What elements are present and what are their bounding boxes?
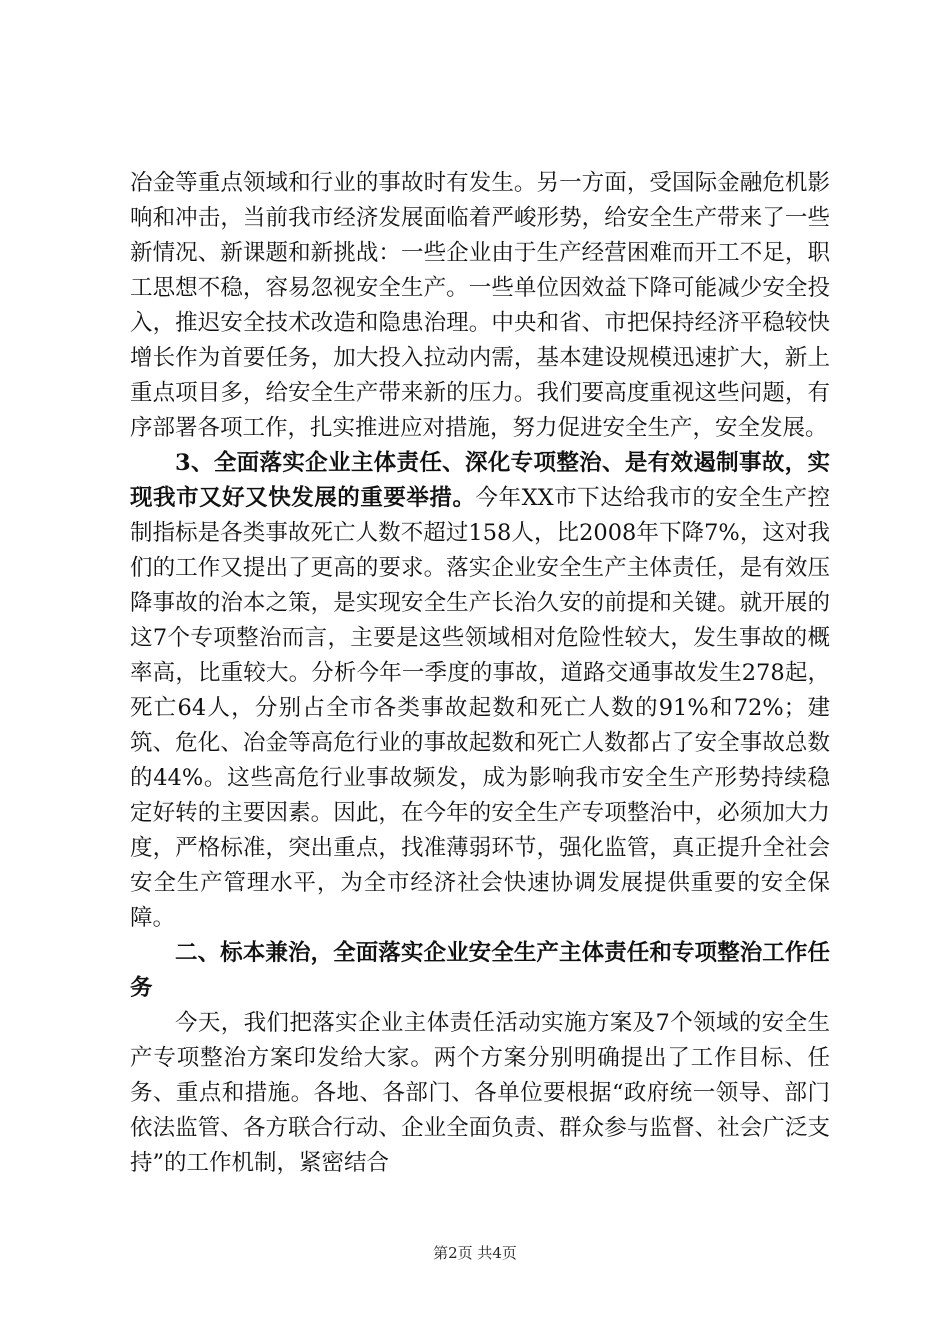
section-heading: 二、标本兼治，全面落实企业安全生产主体责任和专项整治工作任务: [130, 940, 830, 1001]
document-body: [130, 166, 830, 1181]
paragraph-section-two: 今天，我们把落实企业主体责任活动实施方案及7个领域的安全生产专项整治方案印发给大家。两个方案分别明确提出了工作目标、任务、重点和措施。各地、各部门、各单位要根据“政府统一领导、部门依法监管、各方联合行动、企业全面负责、群众参与监督、社会广泛支持”的工作机制，紧密结合: [130, 1010, 830, 1176]
page-number-footer: 第2页 共4页: [433, 1244, 517, 1262]
paragraph-continued: 冶金等重点领域和行业的事故时有发生。另一方面，受国际金融危机影响和冲击，当前我市经济发展面临着严峻形势，给安全生产带来了一些新情况、新课题和新挑战：一些企业由于生产经营困难而开工不足，职工思想不稳，容易忽视安全生产。一些单位因效益下降可能减少安全投入，推迟安全技术改造和隐患治理。中央和省、市把保持经济平稳较快增长作为首要任务，加大投入拉动内需，基本建设规模迅速扩大，新上重点项目多，给安全生产带来新的压力。我们要高度重视这些问题，有序部署各项工作，扎实推进应对措施，努力促进安全生产，安全发展。: [130, 170, 830, 441]
paragraph-body-text: 今年XX市下达给我市的安全生产控制指标是各类事故死亡人数不超过158人，比2008年下降7%，这对我们的工作又提出了更高的要求。落实企业安全生产主体责任，是有效压降事故的治本之策，是实现安全生产长治久安的前提和关键。就开展的这7个专项整治而言，主要是这些领域相对危险性较大，发生事故的概率高，比重较大。分析今年一季度的事故，道路交通事故发生278起，死亡64人，分别占全市各类事故起数和死亡人数的91%和72%；建筑、危化、冶金等高危行业的事故起数和死亡人数都占了安全事故总数的44%。这些高危行业事故频发，成为影响我市安全生产形势持续稳定好转的主要因素。因此，在今年的安全生产专项整治中，必须加大力度，严格标准，突出重点，找准薄弱环节，强化监管，真正提升全社会安全生产管理水平，为全市经济社会快速协调发展提供重要的安全保障。: [130, 485, 830, 931]
paragraph-measures: [130, 446, 830, 936]
paragraph-bold-lead: 3、全面落实企业主体责任、深化专项整治、是有效遏制事故，实现我市又好又快发展的重要举措。: [130, 450, 830, 511]
